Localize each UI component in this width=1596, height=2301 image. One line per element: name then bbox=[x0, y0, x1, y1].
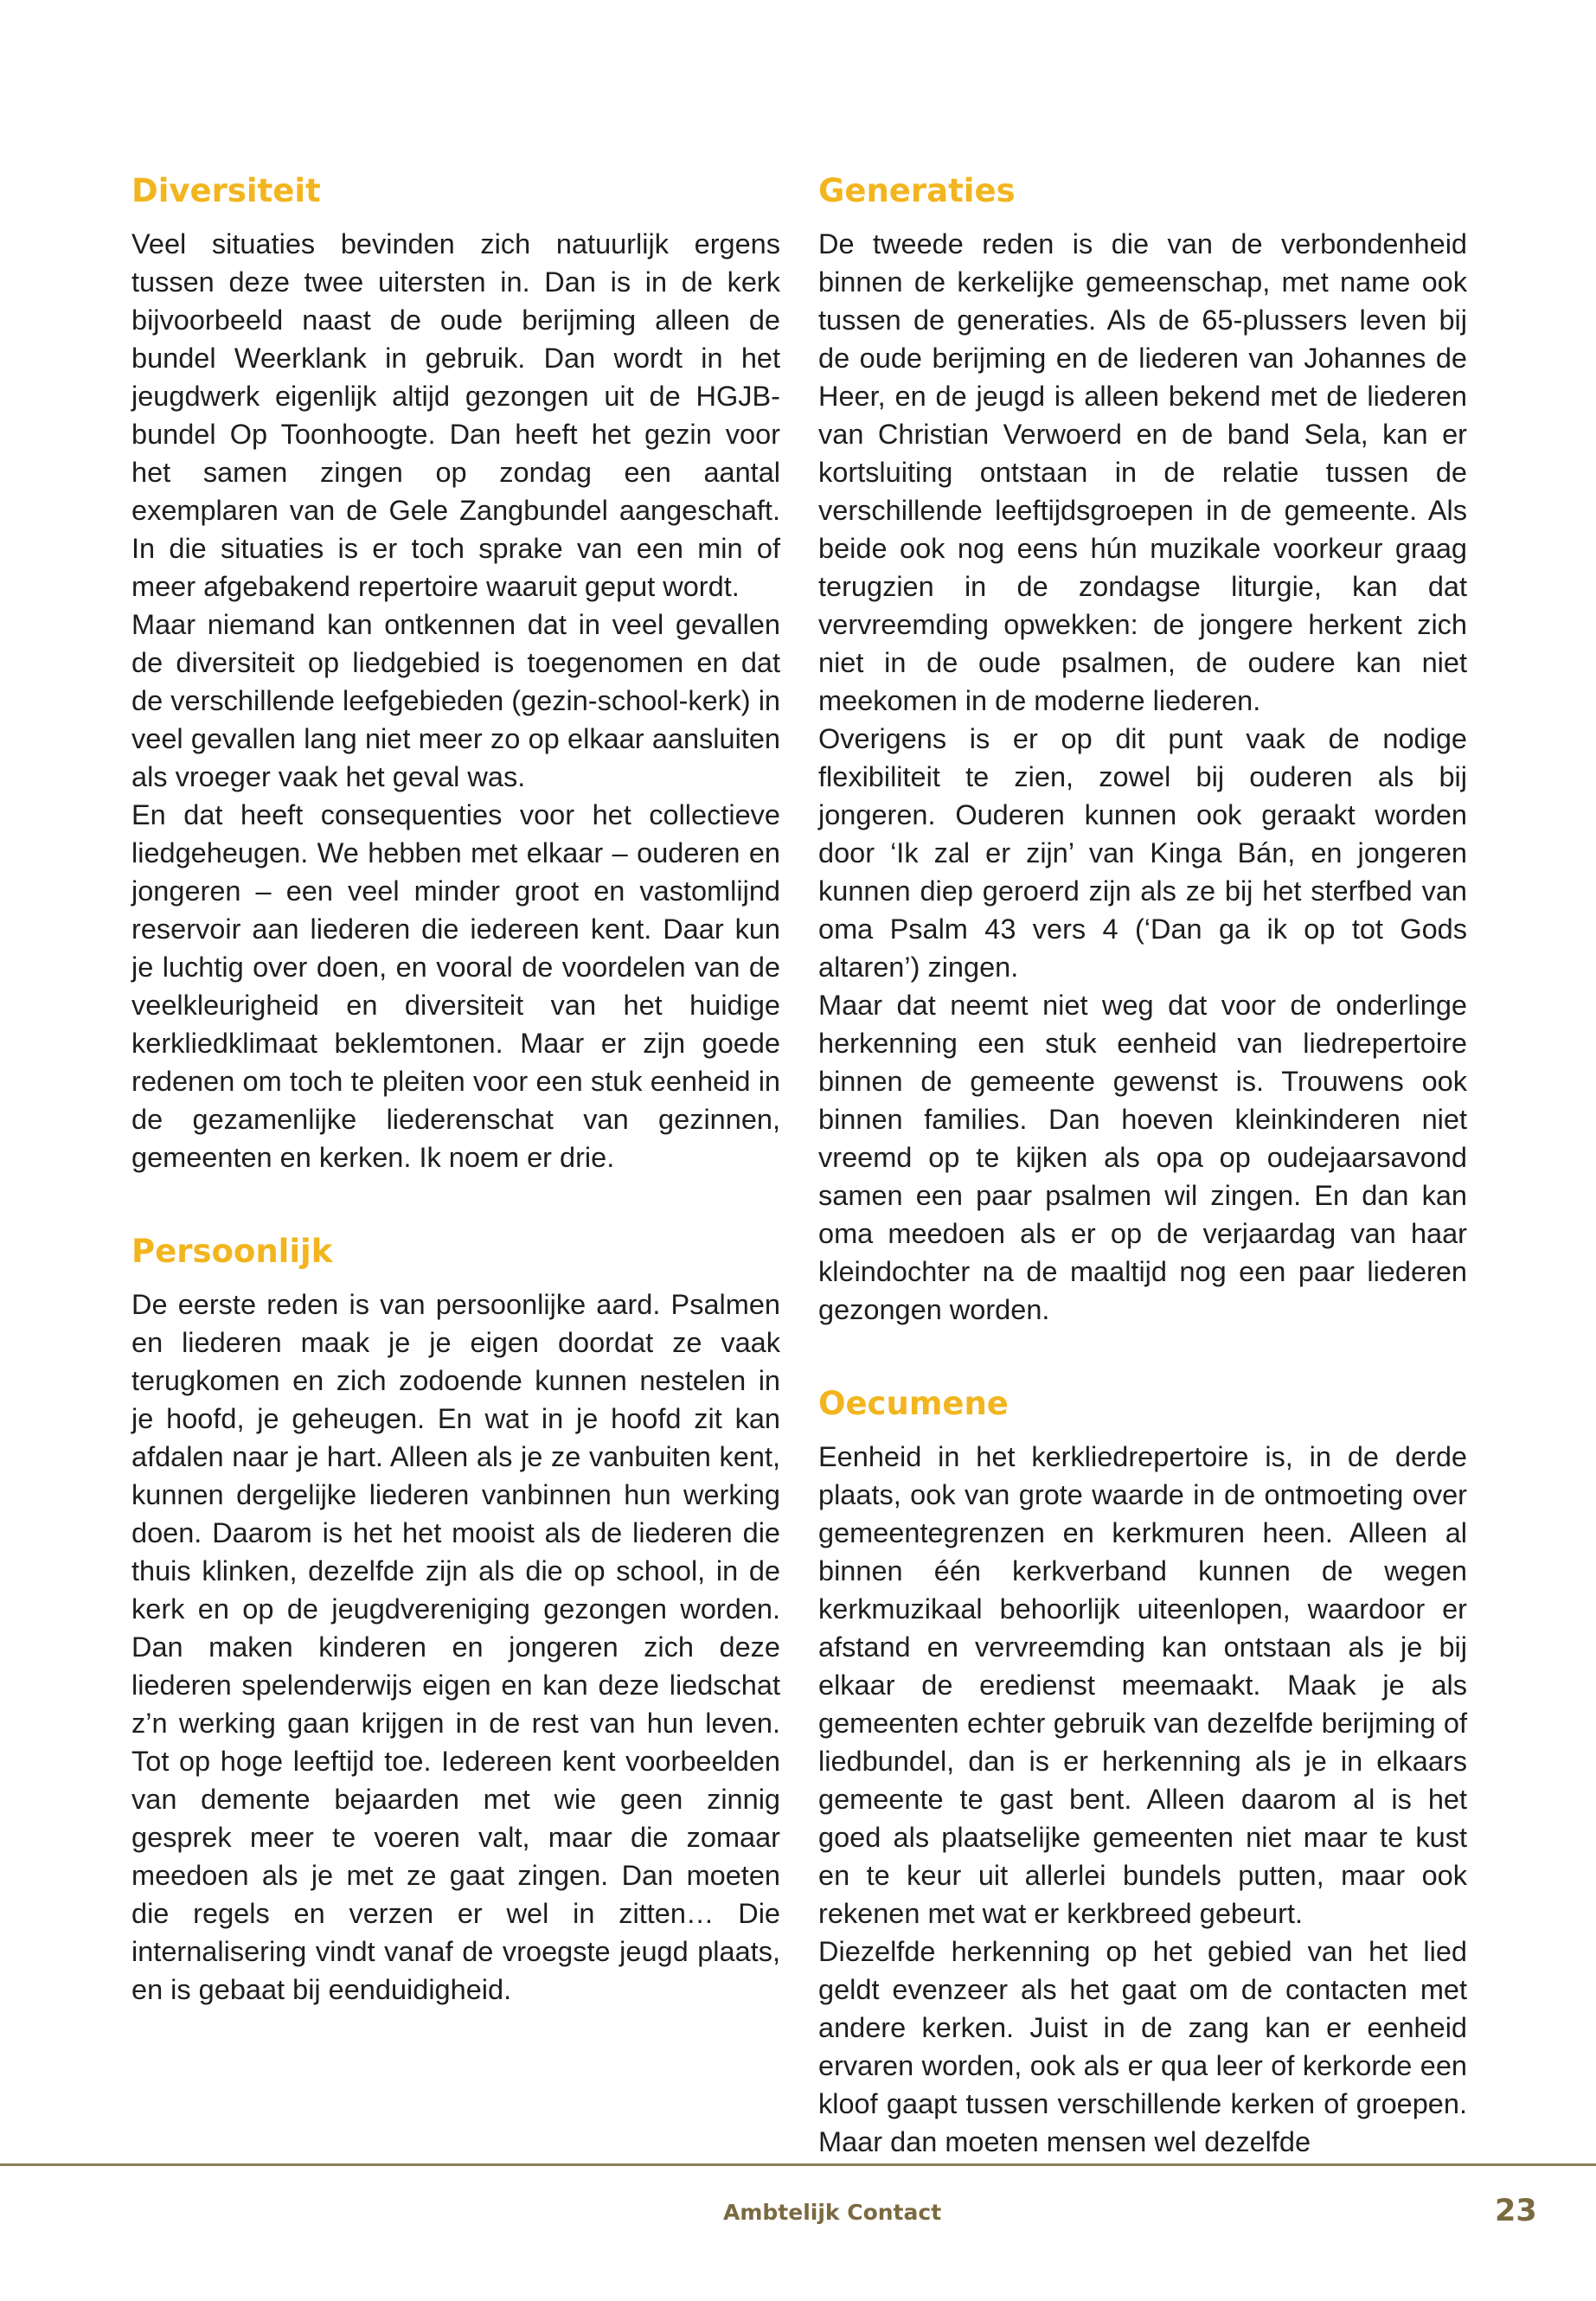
section-heading: Oecumene bbox=[818, 1385, 1009, 1422]
section-oecumene bbox=[818, 1384, 1467, 2161]
paragraph: Overigens is er op dit punt vaak de nodige flexibiliteit te zien, zowel bij ouderen als bij jongeren. Ouderen kunnen ook geraakt worden door ‘Ik zal er zijn’ van Kinga Bán, en jongeren kunnen diep geroerd zijn als ze bij het sterfbed van oma Psalm 43 vers 4 (‘Dan ga ik op tot Gods altaren’) zingen. bbox=[818, 723, 1467, 983]
footer-publication-name: Ambtelijk Contact bbox=[723, 2200, 942, 2225]
section-heading: Generaties bbox=[818, 172, 1016, 209]
paragraph: Eenheid in het kerkliedrepertoire is, in de derde plaats, ook van grote waarde in de ontmoeting over gemeentegrenzen en kerkmuren heen. Alleen al binnen één kerkverband kunnen de wegen kerkmuzikaal behoorlijk uiteenlopen, waardoor er afstand en vervreemding kan ontstaan als je bij elkaar de eredienst meemaakt. Maak je als gemeenten echter gebruik van dezelfde berijming of liedbundel, dan is er herkenning als je in elkaars gemeente te gast bent. Alleen daarom al is het goed als plaatselijke gemeenten niet maar te kust en te keur uit allerlei bundels putten, maar ook rekenen met wat er kerkbreed gebeurt. bbox=[818, 1441, 1467, 1929]
paragraph: Maar dat neemt niet weg dat voor de onderlinge herkenning een stuk eenheid van liedrepertoire binnen de gemeente gewenst is. Trouwens ook binnen families. Dan hoeven kleinkinderen niet vreemd op te kijken als opa op oudejaarsavond samen een paar psalmen wil zingen. En dan kan oma meedoen als er op de verjaardag van haar kleindochter na de maaltijd nog een paar liederen gezongen worden. bbox=[818, 990, 1467, 1325]
paragraph: De eerste reden is van persoonlijke aard. Psalmen en liederen maak je je eigen doordat ze vaak terugkomen en zich zodoende kunnen nestelen in je hoofd, je geheugen. En wat in je hoofd zit kan afdalen naar je hart. Alleen als je ze vanbuiten kent, kunnen dergelijke liederen vanbinnen hun werking doen. Daarom is het het mooist als de liederen die thuis klinken, dezelfde zijn als die op school, in de kerk en op de jeugdvereniging gezongen worden. Dan maken kinderen en jongeren zich deze liederen spelenderwijs eigen en kan deze liedschat z’n werking gaan krijgen in de rest van hun leven. Tot op hoge leeftijd toe. Iedereen kent voorbeelden van demente bejaarden met wie geen zinnig gesprek meer te voeren valt, maar die zomaar meedoen als je met ze gaat zingen. Dan moeten die regels en verzen er wel in zitten… Die internalisering vindt vanaf de vroegste jeugd plaats, en is gebaat bij eenduidigheid. bbox=[131, 1289, 780, 2005]
section-heading: Diversiteit bbox=[131, 172, 321, 209]
page-number: 23 bbox=[1495, 2194, 1537, 2228]
paragraph: Maar niemand kan ontkennen dat in veel gevallen de diversiteit op liedgebied is toegenomen en dat de verschillende leefgebieden (gezin-school-kerk) in veel gevallen lang niet meer zo op elkaar aansluiten als vroeger vaak het geval was. bbox=[131, 609, 780, 792]
section-persoonlijk bbox=[131, 1232, 780, 2009]
section-generaties bbox=[818, 171, 1467, 1329]
paragraph: Veel situaties bevinden zich natuurlijk ergens tussen deze twee uitersten in. Dan is in de kerk bijvoorbeeld naast de oude berijming alleen de bundel Weerklank in gebruik. Dan wordt in het jeugdwerk eigenlijk altijd gezongen uit de HGJB-bundel Op Toonhoogte. Dan heeft het gezin voor het samen zingen op zondag een aantal exemplaren van de Gele Zangbundel aangeschaft. In die situaties is er toch sprake van een min of meer afgebakend repertoire waaruit geput wordt. bbox=[131, 228, 780, 602]
paragraph: De tweede reden is die van de verbondenheid binnen de kerkelijke gemeenschap, met name ook tussen de generaties. Als de 65-plussers leven bij de oude berijming en de liederen van Johannes de Heer, en de jeugd is alleen bekend met de liederen van Christian Verwoerd en de band Sela, kan er kortsluiting ontstaan in de relatie tussen de verschillende leeftijdsgroepen in de gemeente. Als beide ook nog eens hún muzikale voorkeur graag terugzien in de zondagse liturgie, kan dat vervreemding opwekken: de jongere herkent zich niet in de oude psalmen, de oudere kan niet meekomen in de moderne liederen. bbox=[818, 228, 1467, 716]
footer-divider bbox=[0, 2163, 1596, 2166]
paragraph: En dat heeft consequenties voor het collectieve liedgeheugen. We hebben met elkaar – ouderen en jongeren – een veel minder groot en vastomlijnd reservoir aan liederen die iedereen kent. Daar kun je luchtig over doen, en vooral de voordelen van de veelkleurigheid en diversiteit van het huidige kerkliedklimaat beklemtonen. Maar er zijn goede redenen om toch te pleiten voor een stuk eenheid in de gezamenlijke liederenschat van gezinnen, gemeenten en kerken. Ik noem er drie. bbox=[131, 799, 780, 1173]
paragraph: Diezelfde herkenning op het gebied van het lied geldt evenzeer als het gaat om de contacten met andere kerken. Juist in de zang kan er eenheid ervaren worden, ook als er qua leer of kerkorde een kloof gaapt tussen verschillende kerken of groepen. Maar dan moeten mensen wel dezelfde bbox=[818, 1936, 1467, 2157]
right-column bbox=[818, 171, 1467, 2161]
section-heading: Persoonlijk bbox=[131, 1233, 333, 1270]
section-diversiteit bbox=[131, 171, 780, 1176]
left-column bbox=[131, 171, 780, 2009]
